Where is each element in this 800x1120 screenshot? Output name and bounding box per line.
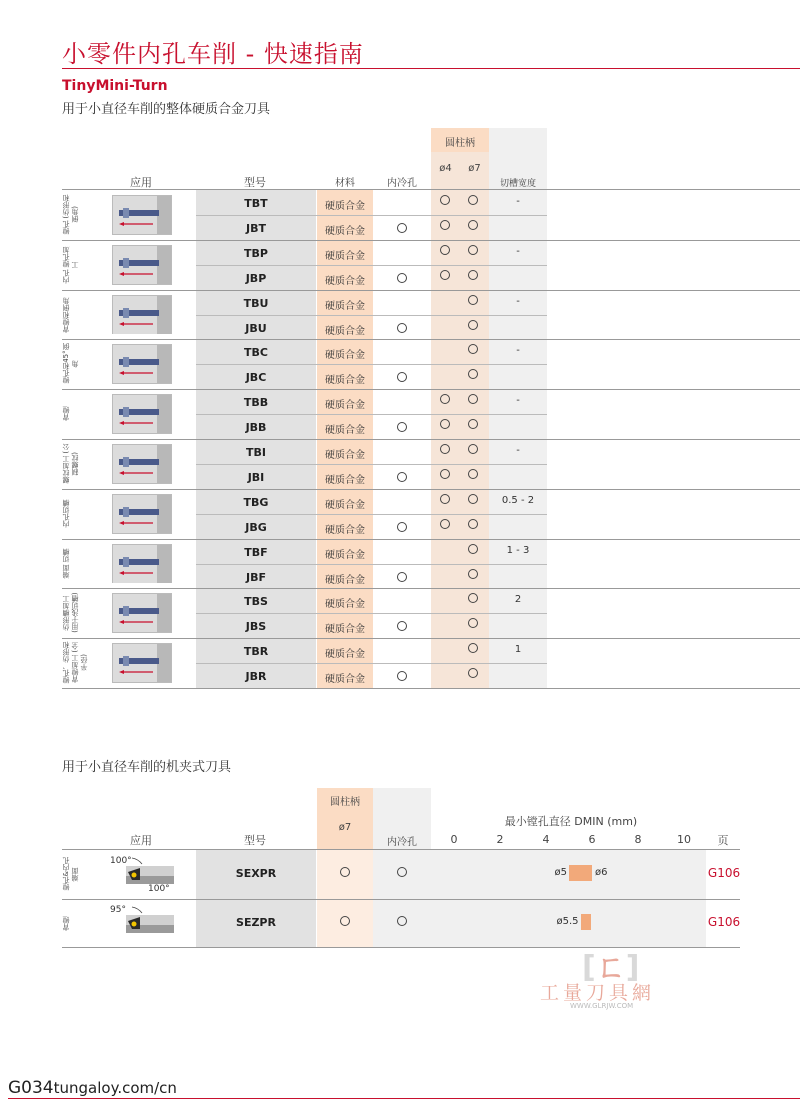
dmin-scale-tick: 0 [450,833,458,846]
model-code: SEXPR [235,867,277,880]
model-code: TBC [244,346,268,360]
material-value: 硬质合金 [325,549,365,561]
coolant-available-circle [397,472,407,482]
model-code: JBU [245,321,267,335]
page-reference-link[interactable]: G106 [707,914,741,929]
coolant-available-circle [397,671,407,681]
coolant-header: 内冷孔 [387,178,417,189]
material-value: 硬质合金 [325,300,365,312]
groove-width-value: - [516,395,520,407]
model-code: JBF [246,570,266,584]
tool-illustration-image [112,593,172,633]
row-divider [62,290,800,291]
groove-width-value: - [516,345,520,357]
tool-illustration-image [112,295,172,335]
tool-illustration-image [112,245,172,285]
d7-available-circle [468,544,478,554]
groove-width-value: - [516,245,520,257]
row-divider [196,265,547,266]
website-link[interactable]: tungaloy.com/cn [53,1079,177,1097]
row-divider [62,638,800,639]
application-side-label: 镗孔&内孔端面 [62,857,79,891]
dmin-from-label: ø5.5 [556,915,579,927]
material-value: 硬质合金 [325,375,365,387]
row-divider [62,439,800,440]
row-divider [196,464,547,465]
application-side-label: 背镗 [62,915,70,930]
material-value: 硬质合金 [325,649,365,661]
tool-illustration-image [112,643,172,683]
application-header: 应用 [130,176,152,189]
page-reference-link[interactable]: G106 [707,866,741,880]
coolant-available-circle [397,273,407,283]
d4-available-circle [440,220,450,230]
groove-width-value: 1 [514,644,522,656]
model-code: TBP [244,246,268,260]
d7-available-circle [468,519,478,529]
d7-available-circle [340,867,350,877]
coolant-available-circle [397,867,407,877]
material-header: 材料 [335,178,355,189]
application-side-label: 背镗和倒角 [62,297,70,332]
row-divider [196,564,547,565]
d7-available-circle [468,469,478,479]
d4-available-circle [440,469,450,479]
material-value: 硬质合金 [325,474,365,486]
row-divider [62,899,740,900]
application-side-label: 镗孔、仿形和背镗加工 (全半径) [62,642,88,685]
model-code: JBS [245,620,267,634]
dmin-header: 最小镗孔直径 DMIN (mm) [504,815,638,828]
shank-group-header: 圆柱柄 [445,138,475,149]
page-header: 页 [717,834,729,847]
row-divider [196,315,547,316]
material-value: 硬质合金 [325,250,365,262]
row-divider [196,414,547,415]
d7-available-circle [468,295,478,305]
groove-width-value: 2 [514,594,522,606]
row-divider [196,364,547,365]
d7-available-circle [468,444,478,454]
watermark-logo: [ㄈ] [582,950,640,985]
groove-width-value: - [516,295,520,307]
material-value: 硬质合金 [325,524,365,536]
dmin-scale-tick: 4 [542,833,550,846]
coolant-available-circle [397,621,407,631]
groove-width-value: 0.5 - 2 [501,494,535,506]
model-code: TBS [244,595,268,609]
row-divider [62,539,800,540]
model-code: JBB [245,421,267,435]
application-side-label: 仿形槽加工 (用于浅切槽) [62,593,79,634]
model-code: SEZPR [236,915,276,929]
application-header: 应用 [130,834,152,847]
model-code: TBU [243,296,269,310]
d7-available-circle [468,245,478,255]
angle-label: 100° [148,884,170,894]
dmin-range-bar [581,914,591,930]
coolant-available-circle [397,323,407,333]
row-divider [62,688,800,689]
footer-divider [8,1098,800,1099]
groove-width-header: 切槽宽度 [499,179,536,189]
model-code: JBG [245,520,267,534]
coolant-available-circle [397,372,407,382]
tool-illustration-image [112,544,172,584]
row-divider [62,489,800,490]
table1-header-rule [62,189,800,190]
watermark-url: WWW.GLRJW.COM [570,1002,634,1010]
d4-available-circle [440,444,450,454]
footer-page-code [8,1078,177,1098]
coolant-available-circle [397,572,407,582]
d4-header: ø4 [439,163,452,174]
material-value: 硬质合金 [325,350,365,362]
material-value: 硬质合金 [325,624,365,636]
material-value: 硬质合金 [325,425,365,437]
angle-label: 100° [110,856,132,866]
d4-available-circle [440,494,450,504]
material-value: 硬质合金 [325,599,365,611]
material-value: 硬质合金 [325,574,365,586]
d7-available-circle [340,916,350,926]
d7-available-circle [468,270,478,280]
row-divider [196,215,547,216]
model-code: TBB [243,396,269,410]
application-side-label: 内孔切槽 [62,499,70,528]
tool-illustration-image [112,195,172,235]
model-code: JBR [245,670,267,684]
model-code: TBT [244,197,268,210]
material-value: 硬质合金 [325,225,365,237]
tool-illustration-image [112,394,172,434]
row-divider [62,339,800,340]
model-code: JBP [245,271,267,285]
row-divider [196,514,547,515]
d4-available-circle [440,245,450,255]
d4-available-circle [440,519,450,529]
coolant-available-circle [397,522,407,532]
tool-illustration-image [112,444,172,484]
application-side-label: 背镗 [62,407,70,422]
page-title: 小零件内孔车削 - 快速指南 [62,40,364,68]
section1-description: 用于小直径车削的整体硬质合金刀具 [62,102,271,117]
watermark-text: 工量刀具網 [540,982,656,1004]
application-side-label: 镗孔和45°倒角 [62,344,79,385]
material-value: 硬质合金 [325,201,365,212]
material-value: 硬质合金 [325,450,365,461]
row-divider [62,240,800,241]
material-value: 硬质合金 [325,275,365,287]
coolant-available-circle [397,916,407,926]
d7-header: ø7 [468,163,481,174]
coolant-available-circle [397,422,407,432]
row-divider [196,613,547,614]
dmin-from-label: ø5 [554,867,567,878]
material-value: 硬质合金 [325,674,365,686]
title-divider [62,68,800,69]
d4-available-circle [440,270,450,280]
coolant-header: 内冷孔 [387,837,417,848]
groove-width-value: 1 - 3 [506,544,530,556]
tool-illustration-image [112,494,172,534]
d7-available-circle [468,195,478,205]
material-value: 硬质合金 [325,325,365,337]
table2-header-rule [62,849,740,850]
material-value: 硬质合金 [325,499,365,511]
groove-width-value: - [516,196,520,207]
dmin-to-label: ø6 [595,867,608,878]
row-divider [62,389,800,390]
d4-available-circle [440,195,450,205]
model-code: JBT [246,221,266,235]
product-subtitle: TinyMini-Turn [62,78,168,94]
angle-label: 95° [110,904,126,915]
coolant-available-circle [397,223,407,233]
model-code: TBF [244,545,268,559]
dmin-range-bar [569,865,592,881]
tool-illustration-image [112,344,172,384]
row-divider [62,588,800,589]
row-divider [196,663,547,664]
dmin-scale-tick: 10 [677,833,691,846]
d7-available-circle [468,569,478,579]
application-side-label: 镗孔 (仿形和倒角) [62,194,79,235]
model-code: TBI [246,446,266,459]
groove-width-value: - [516,445,520,456]
d7-available-circle [468,494,478,504]
application-side-label: 端面 切槽 [62,548,70,579]
model-code: TBR [243,645,269,659]
dmin-scale-tick: 8 [634,833,642,846]
model-header: 型号 [244,834,266,847]
dmin-scale-tick: 2 [496,833,504,846]
page-code: G034 [8,1078,54,1098]
model-code: TBG [243,495,269,509]
d7-available-circle [468,220,478,230]
d7-header: ø7 [338,822,352,833]
dmin-scale-tick: 6 [588,833,596,846]
material-value: 硬质合金 [325,400,365,412]
application-side-label: 内孔 镗孔加工 [62,246,79,284]
shank-subcolumn-bg [431,152,489,688]
shank-group-header: 圆柱柄 [330,797,360,808]
d7-available-circle [468,320,478,330]
model-code: JBC [245,371,267,385]
section2-description: 用于小直径车削的机夹式刀具 [62,760,232,775]
model-code: JBI [247,470,265,484]
application-side-label: 螺纹加工 (公制螺纹) [62,443,79,484]
model-header: 型号 [244,176,266,189]
